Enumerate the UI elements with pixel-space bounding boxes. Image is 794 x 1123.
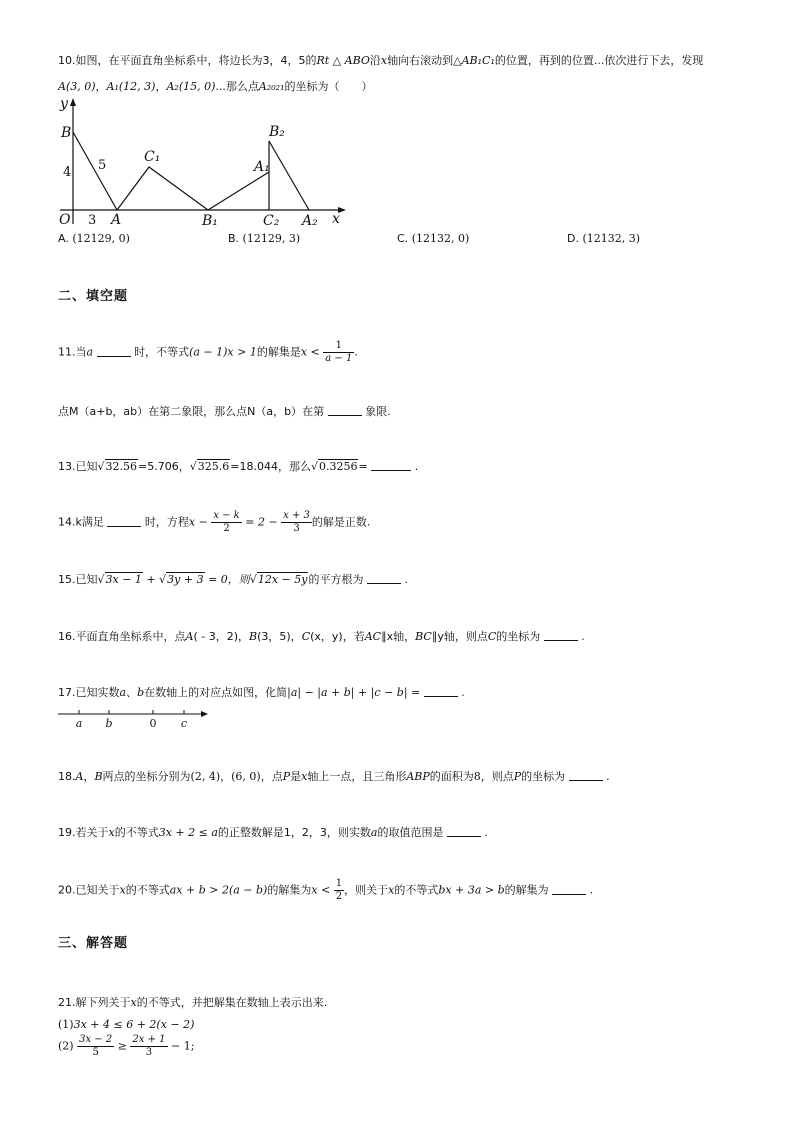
label-b: b — [105, 717, 113, 730]
fraction: $\frac{1}{a - 1}$ — [325, 340, 353, 364]
triangle-a1b1 — [208, 172, 269, 210]
answer-blank[interactable] — [367, 573, 401, 584]
label-o: O — [59, 212, 71, 228]
q18: 18.A，B两点的坐标分别为(2, 4)，(6, 0)，点P是x轴上一点，且三角形ABP的面积为8，则点P的坐标为 . — [58, 770, 610, 783]
label-c: c — [180, 717, 188, 730]
answer-blank[interactable] — [447, 826, 481, 837]
label-len3: 3 — [88, 213, 97, 228]
triangle-ab1c1 — [117, 167, 208, 210]
q17: 17.已知实数a、b在数轴上的对应点如图，化简|a| − |a + b| + |c − b| = . — [58, 686, 465, 699]
answer-blank[interactable] — [328, 405, 362, 416]
q10-option-b[interactable]: B. (12129, 3) — [228, 232, 301, 245]
label-a2: A₂ — [302, 213, 318, 229]
q10-line1: 10.如图，在平面直角坐标系中，将边长为3，4，5的Rt △ ABO沿x轴向右滚动到△AB₁C₁的位置，再到的位置...依次进行下去，发现 — [58, 54, 704, 67]
label-len5: 5 — [98, 158, 107, 173]
q10-option-c[interactable]: C. (12132, 0) — [397, 232, 470, 245]
q21-part2: (2) $\frac{3x - 2}{5}$ ≥ $\frac{2x + 1}{3}$ − 1; — [58, 1034, 195, 1058]
fraction: $\frac{2x + 1}{3}$ — [132, 1034, 166, 1058]
answer-blank[interactable] — [552, 884, 586, 895]
fraction: $\frac{x + 3}{3}$ — [283, 510, 310, 534]
q10-option-a[interactable]: A. (12129, 0) — [58, 232, 130, 245]
label-a: a — [75, 717, 83, 730]
answer-blank[interactable] — [544, 630, 578, 641]
q21-stem: 21.解下列关于x的不等式，并把解集在数轴上表示出来. — [58, 996, 328, 1009]
q19: 19.若关于x的不等式3x + 2 ≤ a的正整数解是1，2，3，则实数a的取值范围是 . — [58, 826, 488, 839]
segment-b2a2 — [269, 141, 309, 210]
label-zero: 0 — [149, 717, 157, 730]
answer-blank[interactable] — [371, 460, 411, 471]
label-c1: C₁ — [144, 149, 161, 165]
section-title-solve: 三、解答题 — [58, 936, 129, 951]
q17-number-line — [58, 704, 210, 730]
q20: 20.已知关于x的不等式ax + b > 2(a − b)的解集为x < $\frac{1}{2}$ ，则关于x的不等式bx + 3a > b的解集为 . — [58, 878, 594, 902]
q10-option-d[interactable]: D. (12132, 3) — [567, 232, 641, 245]
answer-blank[interactable] — [107, 516, 141, 527]
y-arrow — [70, 98, 76, 106]
q10-figure — [56, 94, 356, 229]
q11: 11.当a 时，不等式(a − 1)x > 1的解集是x < $\frac{1}{a - 1}$ . — [58, 340, 358, 364]
fraction: $\frac{x - k}{2}$ — [213, 510, 240, 534]
section-title-fill-in: 二、填空题 — [58, 289, 129, 304]
label-x: x — [332, 211, 340, 227]
triangle-abo — [73, 132, 117, 210]
label-a: A — [111, 212, 122, 228]
label-b1: B₁ — [202, 213, 218, 229]
q15: 15.已知√3x − 1 + √3y + 3 = 0，则√12x − 5y的平方根为 . — [58, 573, 408, 586]
label-b2: B₂ — [269, 124, 285, 140]
q12: 点M（a+b，ab）在第二象限，那么点N（a，b）在第 象限. — [58, 405, 391, 418]
label-a1: A₁ — [254, 159, 270, 175]
fraction: $\frac{3x - 2}{5}$ — [79, 1034, 113, 1058]
label-len4: 4 — [63, 165, 72, 180]
fraction: $\frac{1}{2}$ — [335, 878, 343, 902]
q10-line2: A(3, 0)，A₁(12, 3)，A₂(15, 0)...那么点A₂₀₂₁的坐标为（ ） — [58, 80, 373, 93]
q16: 16.平面直角坐标系中，点A( - 3，2)，B(3，5)，C(x，y)，若AC∥x轴，BC∥y轴，则点C的坐标为 . — [58, 630, 585, 643]
q21-part1: (1)3x + 4 ≤ 6 + 2(x − 2) — [58, 1018, 195, 1031]
label-c2: C₂ — [263, 213, 280, 229]
answer-blank[interactable] — [97, 346, 131, 357]
label-b: B — [61, 125, 72, 141]
q13: 13.已知√32.56=5.706，√325.6=18.044，那么√0.3256= . — [58, 460, 419, 473]
q14: 14.k满足 时，方程x − $\frac{x - k}{2}$ = 2 − $\frac{x + 3}{3}$ 的解是正数. — [58, 510, 371, 534]
answer-blank[interactable] — [569, 770, 603, 781]
answer-blank[interactable] — [424, 686, 458, 697]
label-y: y — [60, 96, 68, 112]
